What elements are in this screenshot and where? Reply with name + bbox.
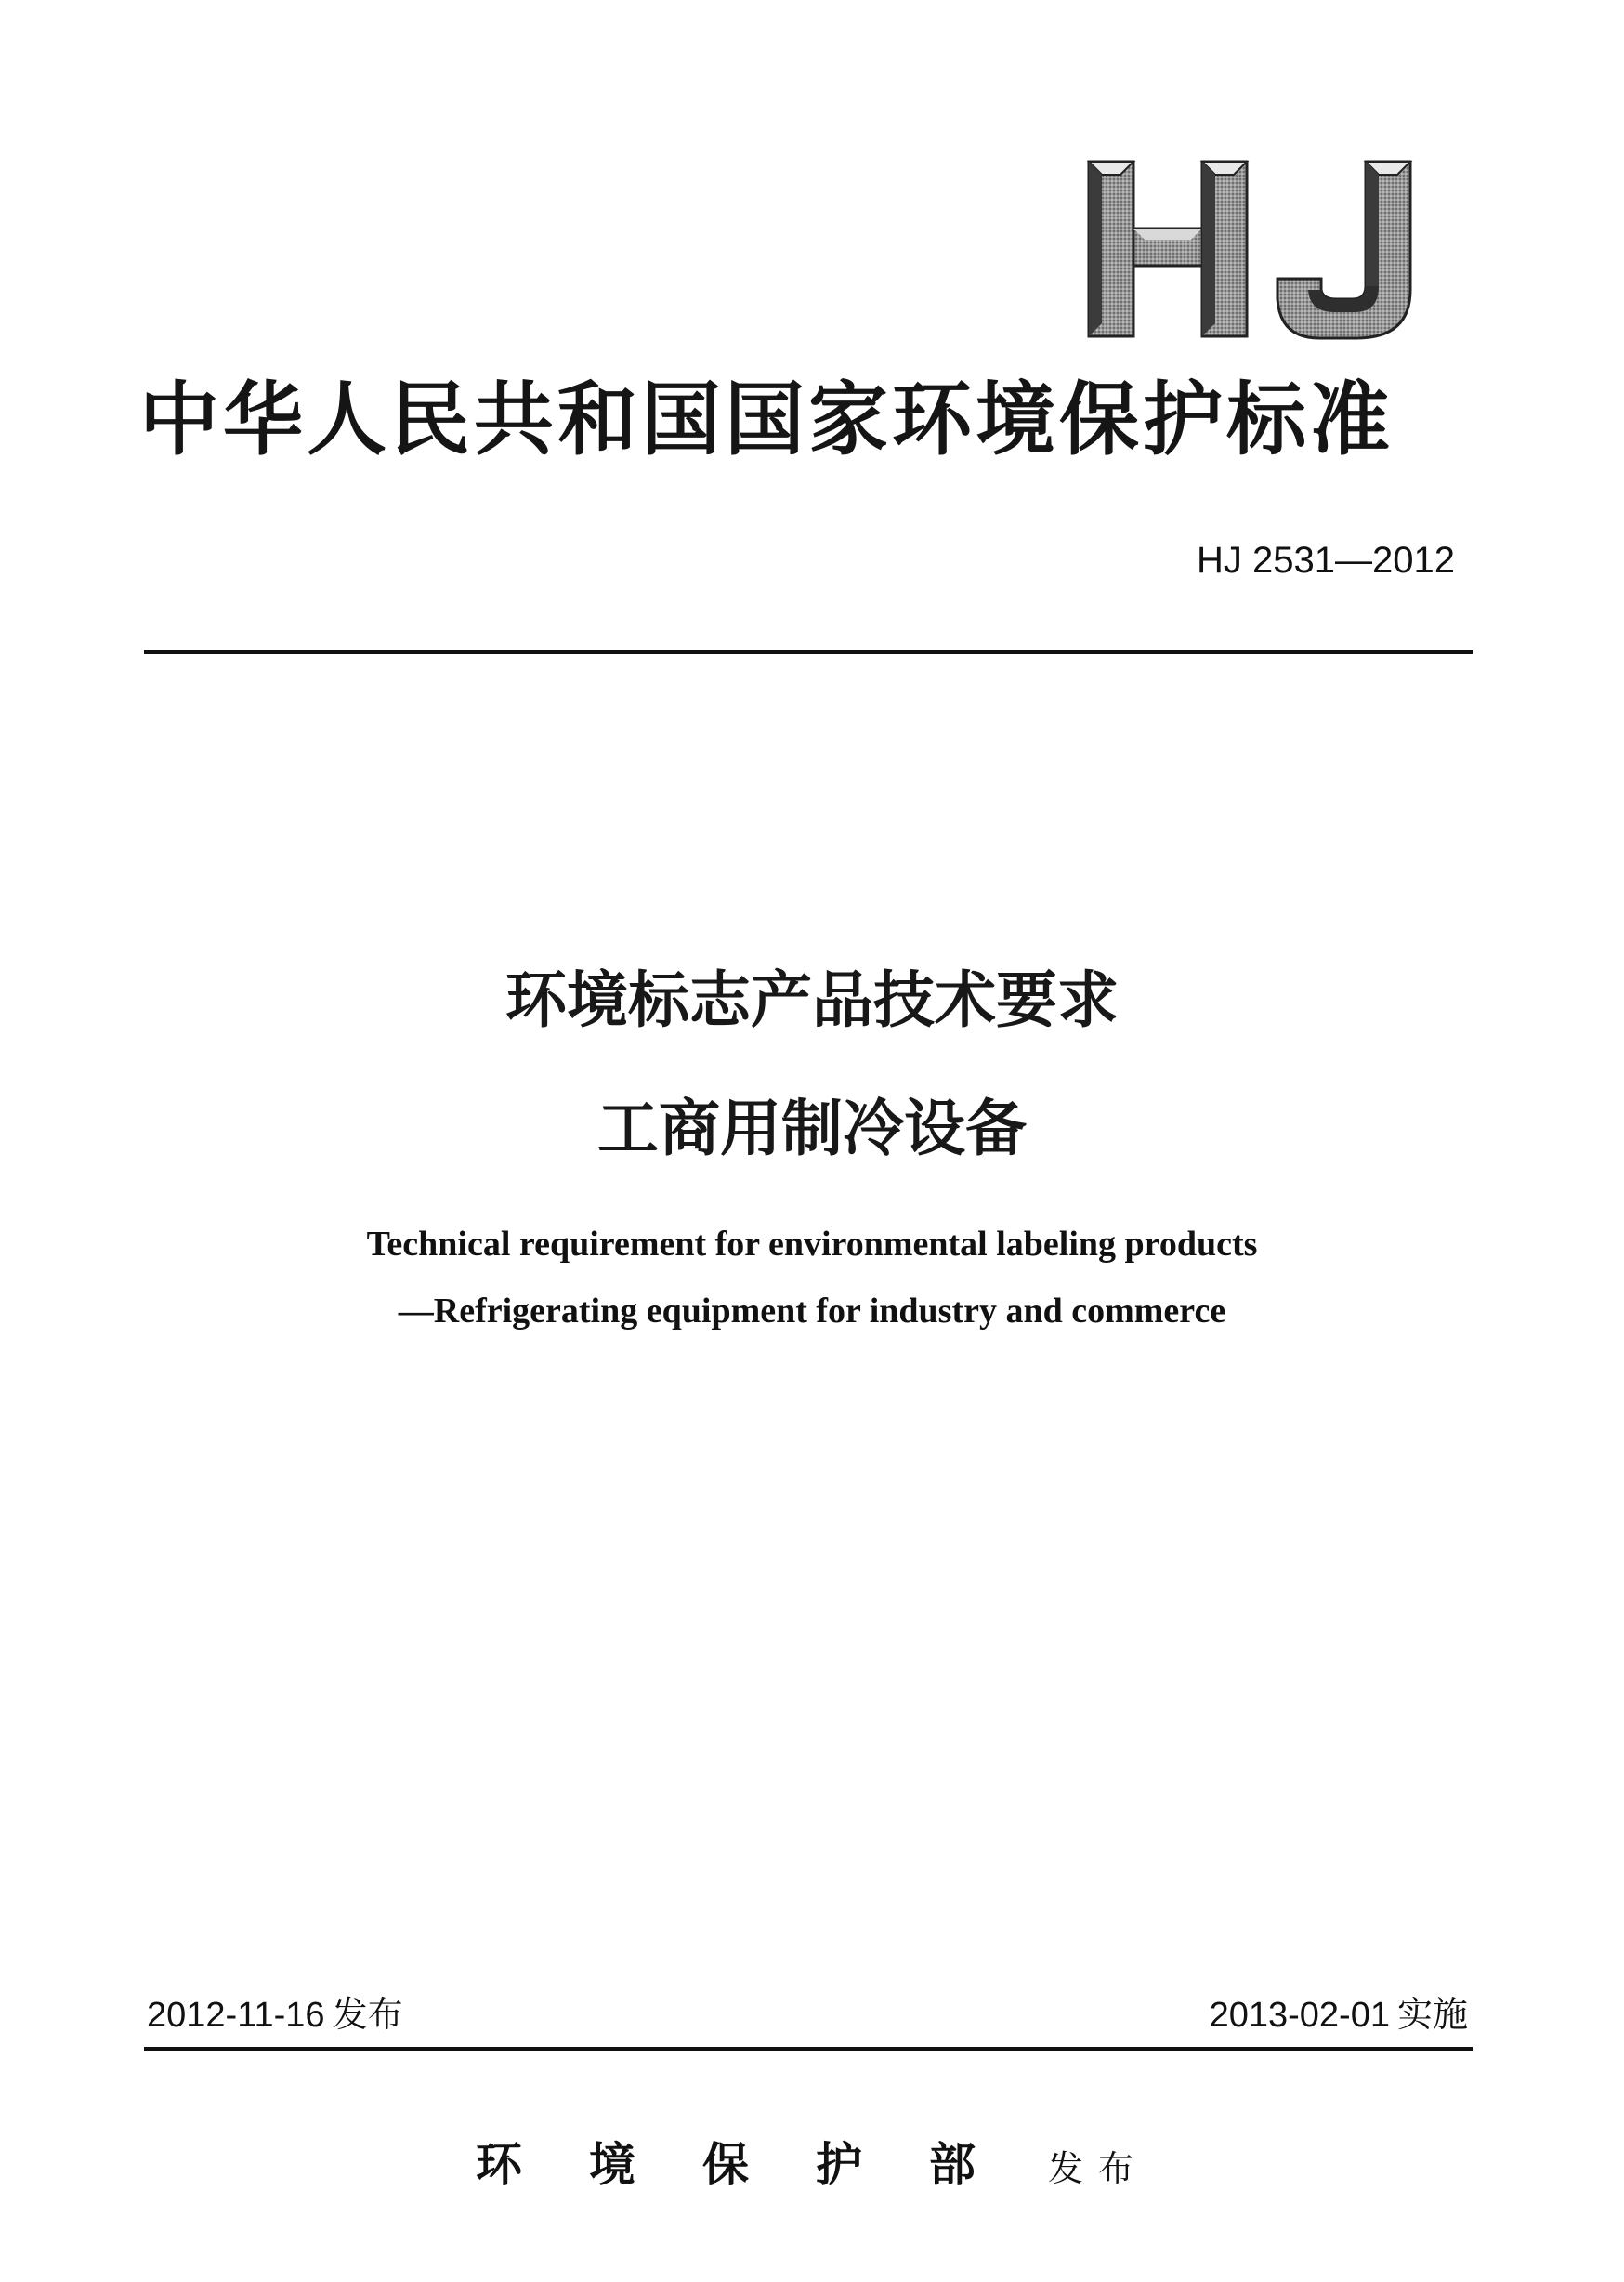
document-subtitle-cn: 工商用制冷设备: [597, 1093, 1027, 1164]
header-divider: [144, 650, 1473, 654]
standard-number: HJ 2531—2012: [1197, 540, 1455, 581]
issue-date-value: 2012-11-16: [147, 1996, 325, 2035]
document-title-en: Technical requirement for environmental labeling products: [366, 1225, 1258, 1264]
publisher-org: 环境保护部: [475, 2137, 1042, 2192]
effective-date-value: 2013-02-01: [1209, 1996, 1390, 2035]
footer-divider: [144, 2047, 1473, 2051]
effective-date-suffix: 实施: [1396, 1994, 1468, 2035]
issue-date-suffix: 发布: [332, 1994, 403, 2035]
hj-logo-graphic: [1087, 160, 1431, 341]
document-subtitle-en: —Refrigerating equipment for industry and commerce: [398, 1292, 1226, 1331]
publisher-line: [0, 2128, 1624, 2195]
issue-date: [147, 1991, 403, 2039]
publisher-action: 发布: [1047, 2148, 1148, 2189]
national-standard-title: 中华人民共和国国家环境保护标准: [139, 373, 1394, 466]
hj-logo: [1087, 160, 1431, 341]
effective-date: [1210, 1991, 1468, 2039]
document-title-cn: 环境标志产品技术要求: [505, 964, 1119, 1036]
